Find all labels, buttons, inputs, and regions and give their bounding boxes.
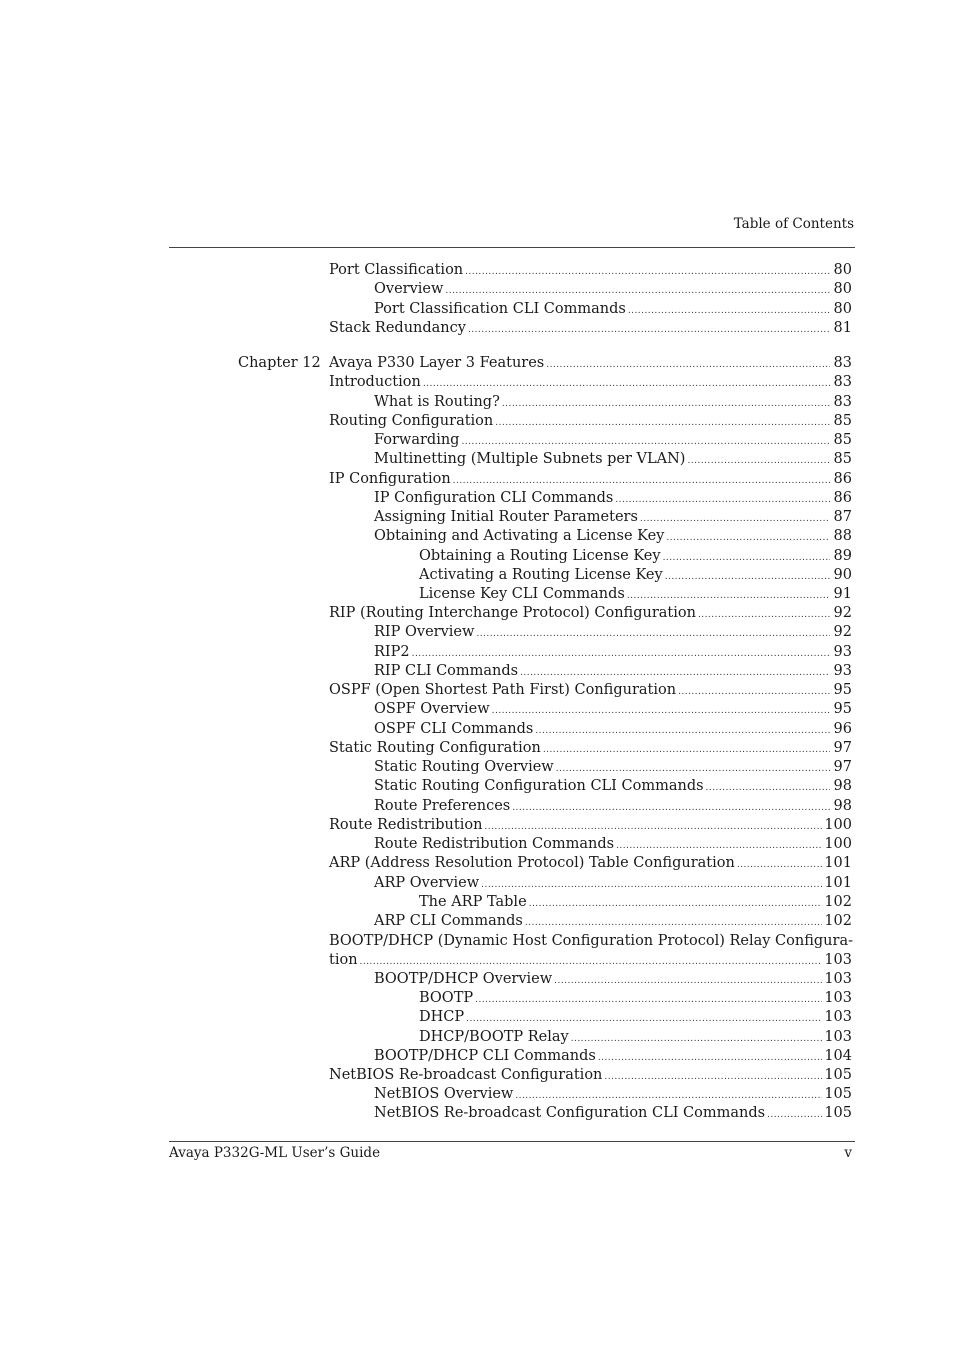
toc-entry[interactable] <box>0 279 954 299</box>
toc-entry-page-number: 83 <box>833 355 852 371</box>
toc-entry[interactable] <box>0 1084 954 1104</box>
footer-guide-title: Avaya P332G-ML User’s Guide <box>169 1145 381 1161</box>
toc-entry[interactable] <box>0 815 954 835</box>
dot-leader <box>466 1009 822 1029</box>
toc-entry[interactable] <box>0 1007 954 1027</box>
dot-leader <box>423 374 830 394</box>
toc-entry[interactable] <box>0 1046 954 1066</box>
toc-entry[interactable] <box>0 738 954 758</box>
toc-entry[interactable] <box>0 719 954 739</box>
toc-entry[interactable] <box>0 565 954 585</box>
toc-entry-page-number: 85 <box>833 432 852 448</box>
toc-entry[interactable] <box>0 507 954 527</box>
toc-entry-title: Multinetting (Multiple Subnets per VLAN) <box>374 451 686 467</box>
toc-entry-line[interactable] <box>329 853 852 875</box>
toc-entry-page-number: 87 <box>833 509 852 525</box>
toc-entry-page-number: 103 <box>824 952 852 968</box>
toc-entry-page-number: 103 <box>824 971 852 987</box>
toc-entry-page-number: 105 <box>824 1086 852 1102</box>
toc-entry[interactable] <box>0 526 954 546</box>
toc-entry-page-number: 83 <box>833 374 852 390</box>
toc-entry-line[interactable] <box>374 1103 852 1125</box>
toc-entry-page-number: 81 <box>833 320 852 336</box>
toc-entry-line[interactable] <box>374 526 852 548</box>
toc-entry-title: BOOTP <box>419 990 474 1006</box>
toc-entry[interactable] <box>0 449 954 469</box>
toc-entry-page-number: 93 <box>833 663 852 679</box>
toc-entry-page-number: 80 <box>833 281 852 297</box>
toc-entry-title: NetBIOS Re-broadcast Configuration <box>329 1067 603 1083</box>
toc-entry-title: The ARP Table <box>419 894 527 910</box>
toc-entry[interactable] <box>0 661 954 681</box>
toc-entry[interactable] <box>0 353 954 373</box>
toc-entry-title: Static Routing Configuration CLI Commands <box>374 778 704 794</box>
toc-entry-title: DHCP/BOOTP Relay <box>419 1029 569 1045</box>
toc-entry-title: RIP (Routing Interchange Protocol) Configuration <box>329 605 696 621</box>
toc-entry[interactable] <box>0 1065 954 1085</box>
toc-entry-page-number: 104 <box>824 1048 852 1064</box>
toc-entry[interactable] <box>0 299 954 319</box>
toc-entry[interactable] <box>0 680 954 700</box>
toc-entry[interactable] <box>0 642 954 662</box>
toc-entry-page-number: 100 <box>824 817 852 833</box>
toc-entry-title: OSPF CLI Commands <box>374 721 534 737</box>
toc-entry-page-number: 86 <box>833 471 852 487</box>
toc-entry-page-number: 100 <box>824 836 852 852</box>
toc-entry-title: Obtaining a Routing License Key <box>419 548 661 564</box>
toc-entry-title: Assigning Initial Router Parameters <box>374 509 638 525</box>
toc-entry-page-number: 90 <box>833 567 852 583</box>
dot-leader <box>525 913 822 933</box>
toc-entry[interactable] <box>0 488 954 508</box>
toc-entry[interactable] <box>0 411 954 431</box>
toc-entry-line[interactable] <box>419 1007 852 1029</box>
toc-entry-title: Port Classification <box>329 262 464 278</box>
toc-entry-title: Introduction <box>329 374 421 390</box>
toc-entry[interactable] <box>0 911 954 931</box>
toc-entry-page-number: 103 <box>824 990 852 1006</box>
toc-entry-title: Route Redistribution Commands <box>374 836 615 852</box>
toc-entry-title: Overview <box>374 281 444 297</box>
toc-entry-title: Avaya P330 Layer 3 Features <box>329 355 545 371</box>
toc-entry-page-number: 85 <box>833 413 852 429</box>
toc-entry[interactable] <box>0 318 954 338</box>
toc-entry-title: RIP Overview <box>374 624 475 640</box>
toc-entry[interactable] <box>0 969 954 989</box>
toc-entry-line[interactable] <box>374 776 852 798</box>
toc-entry[interactable] <box>0 699 954 719</box>
toc-entry-title: RIP2 <box>374 644 410 660</box>
toc-entry-page-number: 93 <box>833 644 852 660</box>
toc-entry-page-number: 83 <box>833 394 852 410</box>
toc-entry-title: BOOTP/DHCP CLI Commands <box>374 1048 596 1064</box>
toc-entry[interactable] <box>0 1103 954 1123</box>
toc-entry-page-number: 85 <box>833 451 852 467</box>
toc-entry[interactable] <box>0 372 954 392</box>
toc-entry-title: OSPF (Open Shortest Path First) Configuration <box>329 682 677 698</box>
toc-entry[interactable] <box>0 988 954 1008</box>
toc-entry[interactable] <box>0 757 954 777</box>
toc-entry-page-number: 80 <box>833 262 852 278</box>
toc-entry-title: Route Redistribution <box>329 817 483 833</box>
toc-entry-line[interactable] <box>329 318 852 340</box>
toc-entry-page-number: 101 <box>824 855 852 871</box>
toc-entry-page-number: 92 <box>833 624 852 640</box>
toc-entry[interactable] <box>0 853 954 873</box>
dot-leader <box>706 778 830 798</box>
page-header-title: Table of Contents <box>733 216 854 232</box>
dot-leader <box>492 701 830 721</box>
toc-entry-title: BOOTP/DHCP Overview <box>374 971 553 987</box>
toc-entry[interactable] <box>0 892 954 912</box>
toc-entry-page-number: 98 <box>833 778 852 794</box>
toc-entry-page-number: 88 <box>833 528 852 544</box>
toc-entry-title: Forwarding <box>374 432 460 448</box>
toc-entry-page-number: 102 <box>824 894 852 910</box>
toc-entry-title: License Key CLI Commands <box>419 586 625 602</box>
toc-entry[interactable] <box>0 546 954 566</box>
toc-entry-line[interactable] <box>329 372 852 394</box>
toc-entry-title: Stack Redundancy <box>329 320 466 336</box>
toc-entry[interactable] <box>0 603 954 623</box>
toc-entry-line[interactable] <box>374 449 852 471</box>
toc-entry[interactable] <box>0 873 954 893</box>
toc-entry-page-number: 105 <box>824 1067 852 1083</box>
toc-entry-page-number: 95 <box>833 682 852 698</box>
toc-entry-title: RIP CLI Commands <box>374 663 519 679</box>
toc-entry-title: BOOTP/DHCP (Dynamic Host Configuration Protocol) Relay Configura- <box>329 933 853 949</box>
toc-entry[interactable] <box>0 622 954 642</box>
toc-entry-title: Activating a Routing License Key <box>419 567 663 583</box>
toc-entry[interactable] <box>0 392 954 412</box>
dot-leader <box>737 855 822 875</box>
toc-entry-line[interactable] <box>374 699 852 721</box>
footer-rule <box>169 1141 855 1142</box>
dot-leader <box>687 451 830 471</box>
toc-entry-page-number: 103 <box>824 1009 852 1025</box>
toc-entry[interactable] <box>0 950 954 970</box>
toc-entry-title: What is Routing? <box>374 394 500 410</box>
toc-entry[interactable] <box>0 1027 954 1047</box>
toc-entry-page-number: 86 <box>833 490 852 506</box>
header-rule <box>169 247 855 248</box>
toc-entry-continued-line <box>0 931 954 951</box>
toc-entry-title: ARP Overview <box>374 875 480 891</box>
toc-entry-title: DHCP <box>419 1009 465 1025</box>
toc-entry-title: ARP CLI Commands <box>374 913 523 929</box>
toc-entry[interactable] <box>0 469 954 489</box>
toc-entry-title: tion <box>329 952 358 968</box>
toc-entry-title: IP Configuration CLI Commands <box>374 490 614 506</box>
toc-entry-line[interactable] <box>374 279 852 301</box>
toc-entry-title: NetBIOS Overview <box>374 1086 514 1102</box>
toc-entry-page-number: 97 <box>833 740 852 756</box>
toc-entry-line[interactable] <box>374 911 852 933</box>
dot-leader <box>468 320 830 340</box>
toc-entry-page-number: 103 <box>824 1029 852 1045</box>
dot-leader <box>476 624 830 644</box>
dot-leader <box>666 528 830 548</box>
toc-entry-page-number: 91 <box>833 586 852 602</box>
toc-entry-page-number: 97 <box>833 759 852 775</box>
toc-entry-title: Static Routing Overview <box>374 759 554 775</box>
dot-leader <box>767 1105 822 1125</box>
toc-entry-title: NetBIOS Re-broadcast Configuration CLI Commands <box>374 1105 766 1121</box>
toc-entry-title: OSPF Overview <box>374 701 490 717</box>
dot-leader <box>445 281 830 301</box>
toc-entry[interactable] <box>0 584 954 604</box>
toc-entry-line[interactable] <box>374 622 852 644</box>
toc-entry-page-number: 96 <box>833 721 852 737</box>
toc-entry-page-number: 95 <box>833 701 852 717</box>
toc-entry-title: IP Configuration <box>329 471 451 487</box>
toc-entry-page-number: 105 <box>824 1105 852 1121</box>
toc-entry-title: Routing Configuration <box>329 413 494 429</box>
toc-entry-title: Obtaining and Activating a License Key <box>374 528 665 544</box>
chapter-label: Chapter 12 <box>238 355 321 371</box>
toc-entry-page-number: 89 <box>833 548 852 564</box>
toc-entry-title: ARP (Address Resolution Protocol) Table Configuration <box>329 855 735 871</box>
footer-page-number: v <box>844 1145 852 1161</box>
toc-entry-title: Route Preferences <box>374 798 511 814</box>
toc-entry[interactable] <box>0 776 954 796</box>
toc-entry[interactable] <box>0 834 954 854</box>
toc-entry-page-number: 92 <box>833 605 852 621</box>
toc-entry-title: Port Classification CLI Commands <box>374 301 626 317</box>
toc-entry[interactable] <box>0 260 954 280</box>
toc-entry-page-number: 98 <box>833 798 852 814</box>
toc-entry[interactable] <box>0 796 954 816</box>
toc-entry-title: Static Routing Configuration <box>329 740 541 756</box>
toc-entry-page-number: 101 <box>824 875 852 891</box>
toc-entry[interactable] <box>0 430 954 450</box>
toc-entry-page-number: 102 <box>824 913 852 929</box>
toc-entry-page-number: 80 <box>833 301 852 317</box>
